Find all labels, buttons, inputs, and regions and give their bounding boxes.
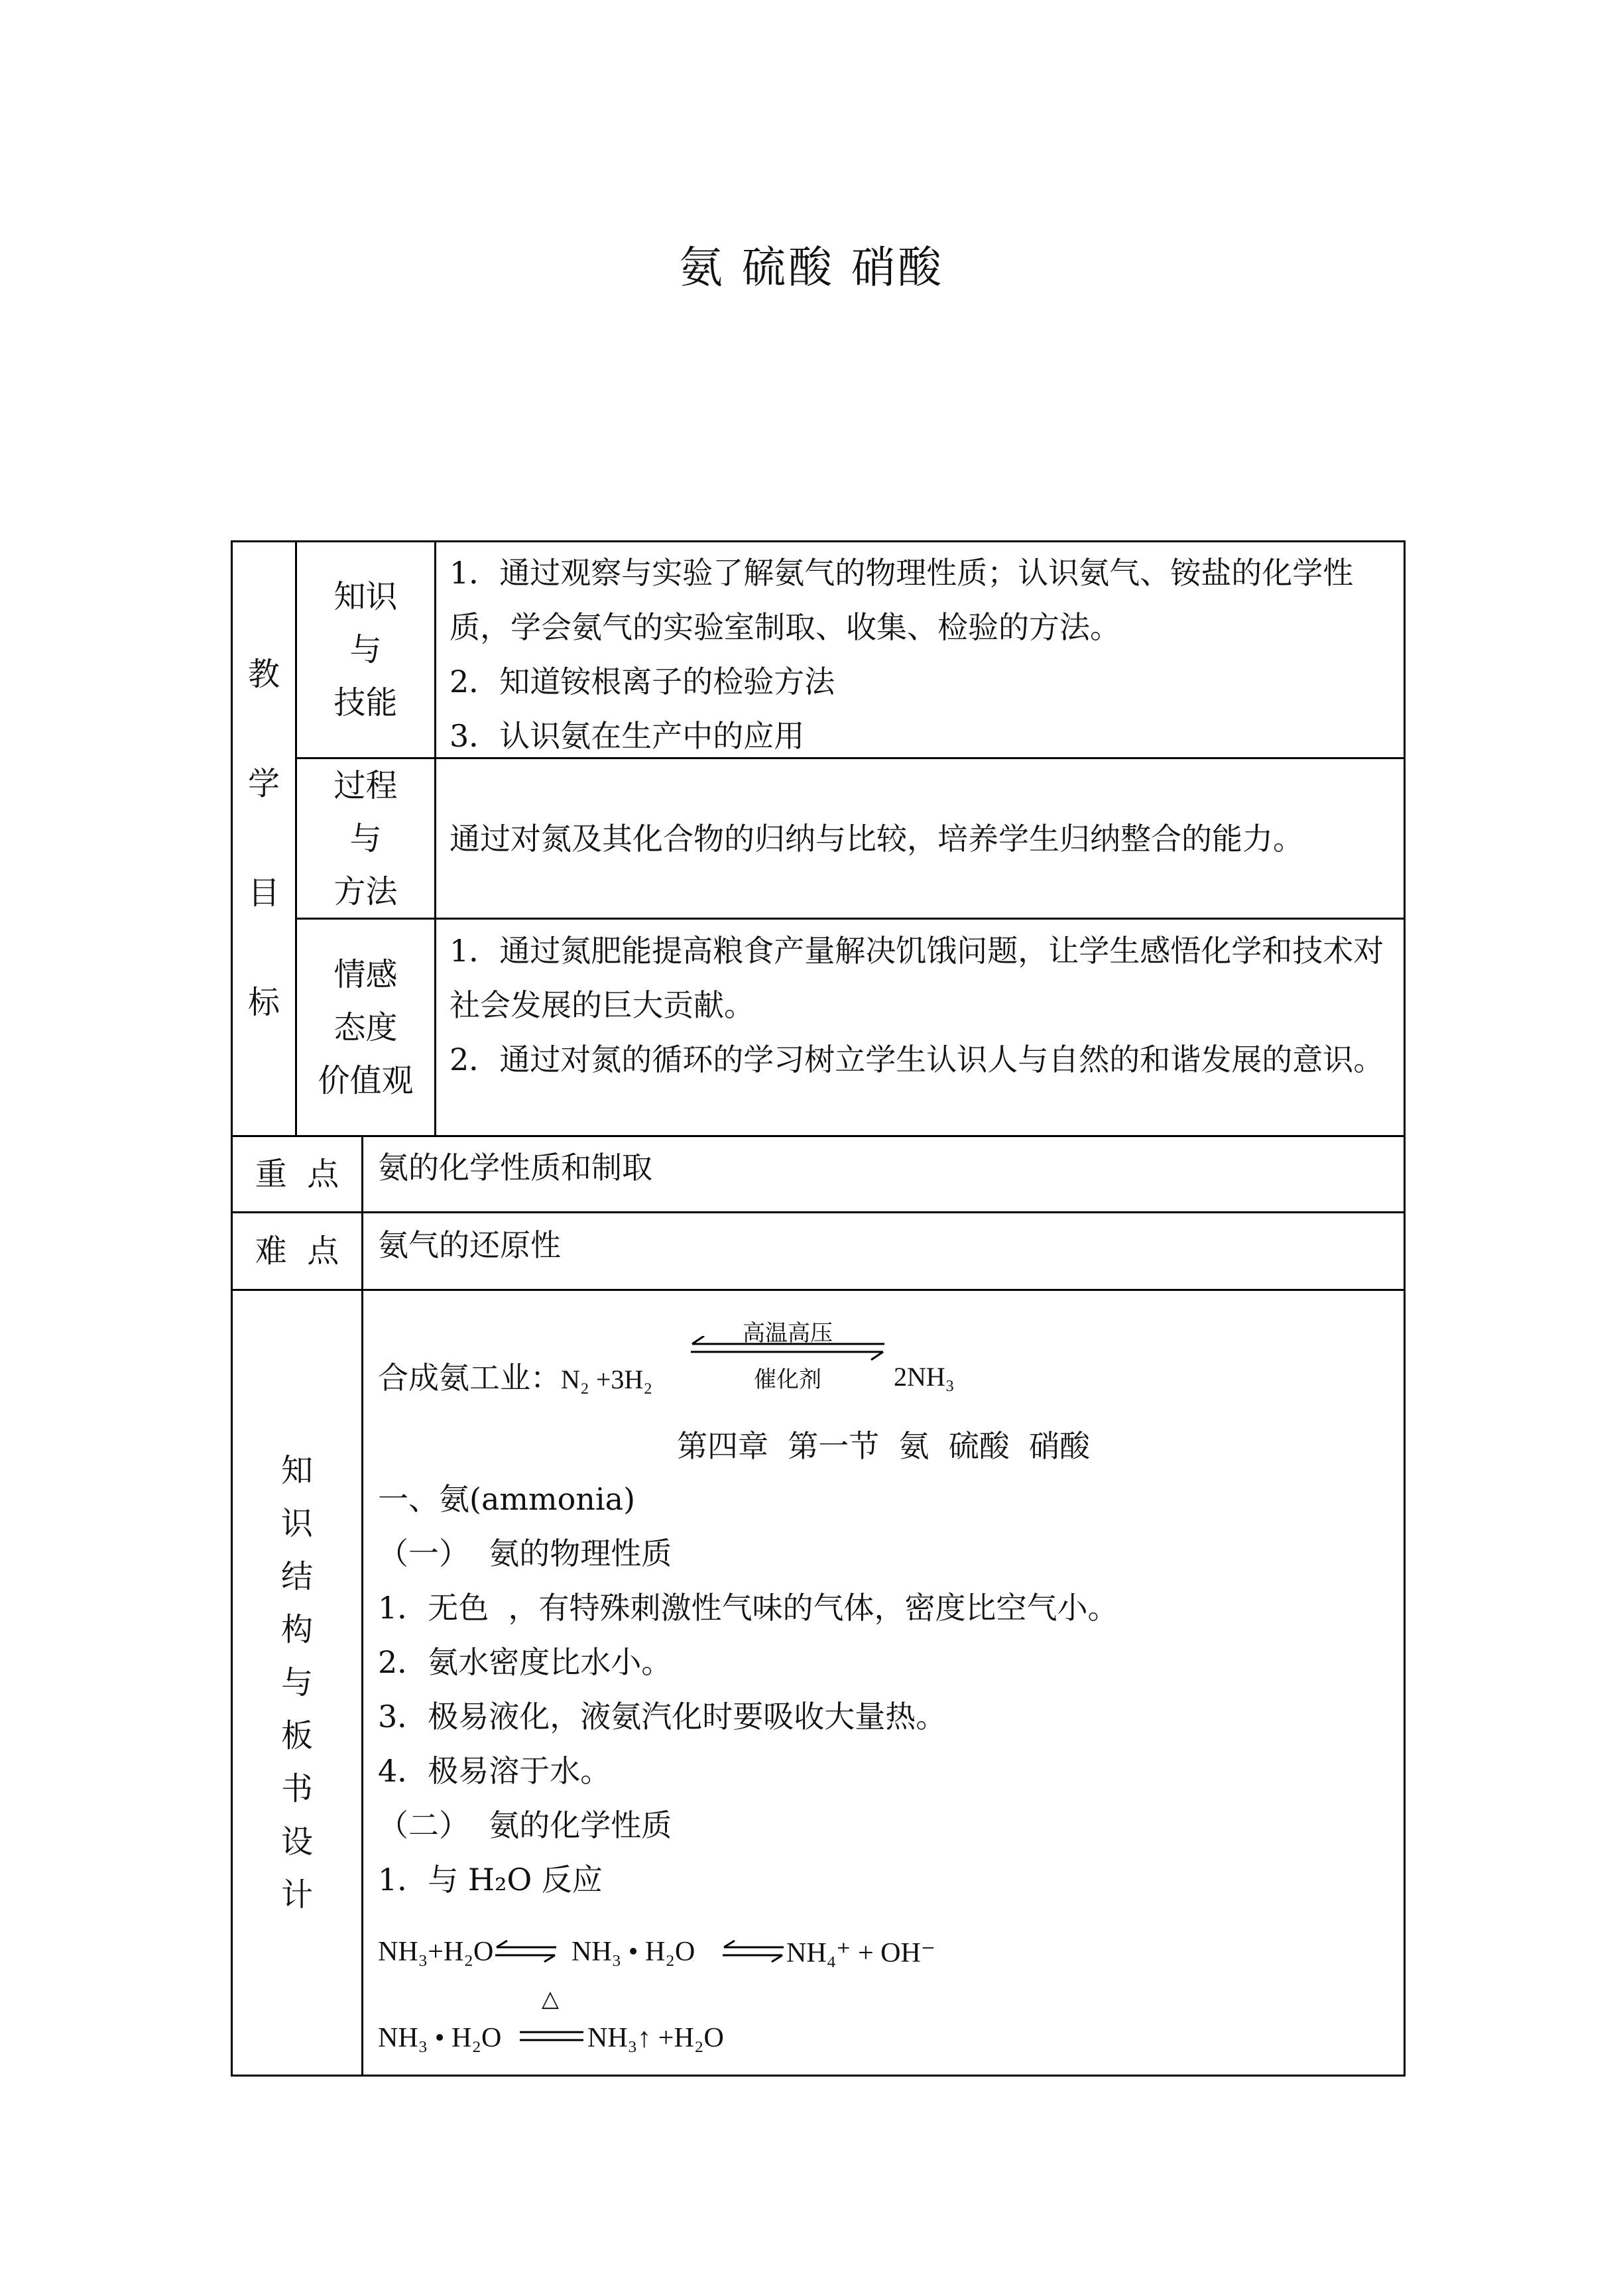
- eq2-equals-sign: [518, 2027, 585, 2047]
- eq1-right: NH₄⁺ + OH⁻: [786, 1938, 935, 1968]
- synthesis-line: [378, 1351, 652, 1405]
- obj-row1-line-2: 3．认识氨在生产中的应用: [450, 718, 805, 754]
- synthesis-reactants: N₂ +3H₂: [561, 1364, 653, 1394]
- obj-row3-line-1: 2．通过对氮的循环的学习树立学生认识人与自然的和谐发展的意识。: [450, 1042, 1384, 1077]
- eq1-left: NH₃+H₂O: [378, 1937, 494, 1967]
- obj-row3-label-1: 态度: [333, 1008, 398, 1046]
- lesson-plan-table: [231, 540, 1406, 2077]
- eq2-right: NH₃↑ +H₂O: [587, 2023, 724, 2053]
- obj-row2-label-1: 与: [349, 819, 382, 857]
- synthesis-reversible-arrow: [688, 1336, 887, 1362]
- obj-row2-label-2: 方法: [333, 873, 398, 910]
- page-title: 氨 硫酸 硝酸: [679, 242, 944, 293]
- chemical-item-1: 1．与 H₂O 反应: [378, 1862, 603, 1898]
- sub-chemical: （二） 氨的化学性质: [378, 1807, 672, 1843]
- physical-2: 3．极易液化，液氨汽化时要吸收大量热。: [378, 1699, 947, 1734]
- physical-1: 2．氨水密度比水小。: [378, 1644, 672, 1680]
- key-point-text: 氨的化学性质和制取: [378, 1150, 652, 1185]
- section-ammonia: 一、氨(ammonia): [378, 1481, 636, 1517]
- synthesis-product: 2NH₃: [894, 1362, 955, 1392]
- key-point-label: 重 点: [255, 1156, 339, 1193]
- obj-row1-label-1: 与: [349, 631, 382, 668]
- obj-row1-line-1: 2．知道铵根离子的检验方法: [450, 664, 835, 699]
- obj-row2-label-0: 过程: [333, 766, 398, 804]
- obj-row3-line-0: 1．通过氮肥能提高粮食产量解决饥饿问题，让学生感悟化学和技术对社会发展的巨大贡献。: [450, 933, 1384, 1023]
- eq2-condition: △: [541, 1986, 560, 2012]
- obj-row3-label-0: 情感: [333, 955, 398, 993]
- obj-row1-label-0: 知识: [333, 578, 398, 615]
- physical-0: 1．无色 ，有特殊刺激性气味的气体，密度比空气小。: [378, 1590, 1118, 1626]
- eq1-arrow-2: [720, 1938, 786, 1964]
- physical-3: 4．极易溶于水。: [378, 1753, 611, 1789]
- synthesis-condition-top: 高温高压: [743, 1320, 833, 1347]
- obj-row2-line-0: 通过对氮及其化合物的归纳与比较，培养学生归纳整合的能力。: [450, 820, 1303, 857]
- structure-label: 知识结构与板书设计: [280, 1452, 313, 1913]
- sub-physical: （一） 氨的物理性质: [378, 1536, 672, 1571]
- eq1-arrow-1: [493, 1938, 559, 1964]
- chapter-heading: 第四章 第一节 氨 硫酸 硝酸: [677, 1428, 1090, 1464]
- synthesis-prefix: 合成氨工业：: [378, 1360, 561, 1396]
- difficult-point-label: 难 点: [255, 1233, 339, 1270]
- obj-row1-line-0: 1．通过观察与实验了解氨气的物理性质；认识氨气、铵盐的化学性质，学会氨气的实验室制取、收集、检验的方法。: [450, 555, 1354, 645]
- objectives-label: 教学目标: [247, 656, 280, 1021]
- eq1-middle: NH₃ • H₂O: [571, 1937, 695, 1967]
- obj-row1-label-2: 技能: [333, 684, 398, 721]
- eq2-left: NH₃ • H₂O: [378, 2023, 502, 2053]
- difficult-point-text: 氨气的还原性: [378, 1227, 561, 1263]
- obj-row3-label-2: 价值观: [318, 1061, 414, 1099]
- synthesis-condition-bottom: 催化剂: [754, 1366, 821, 1393]
